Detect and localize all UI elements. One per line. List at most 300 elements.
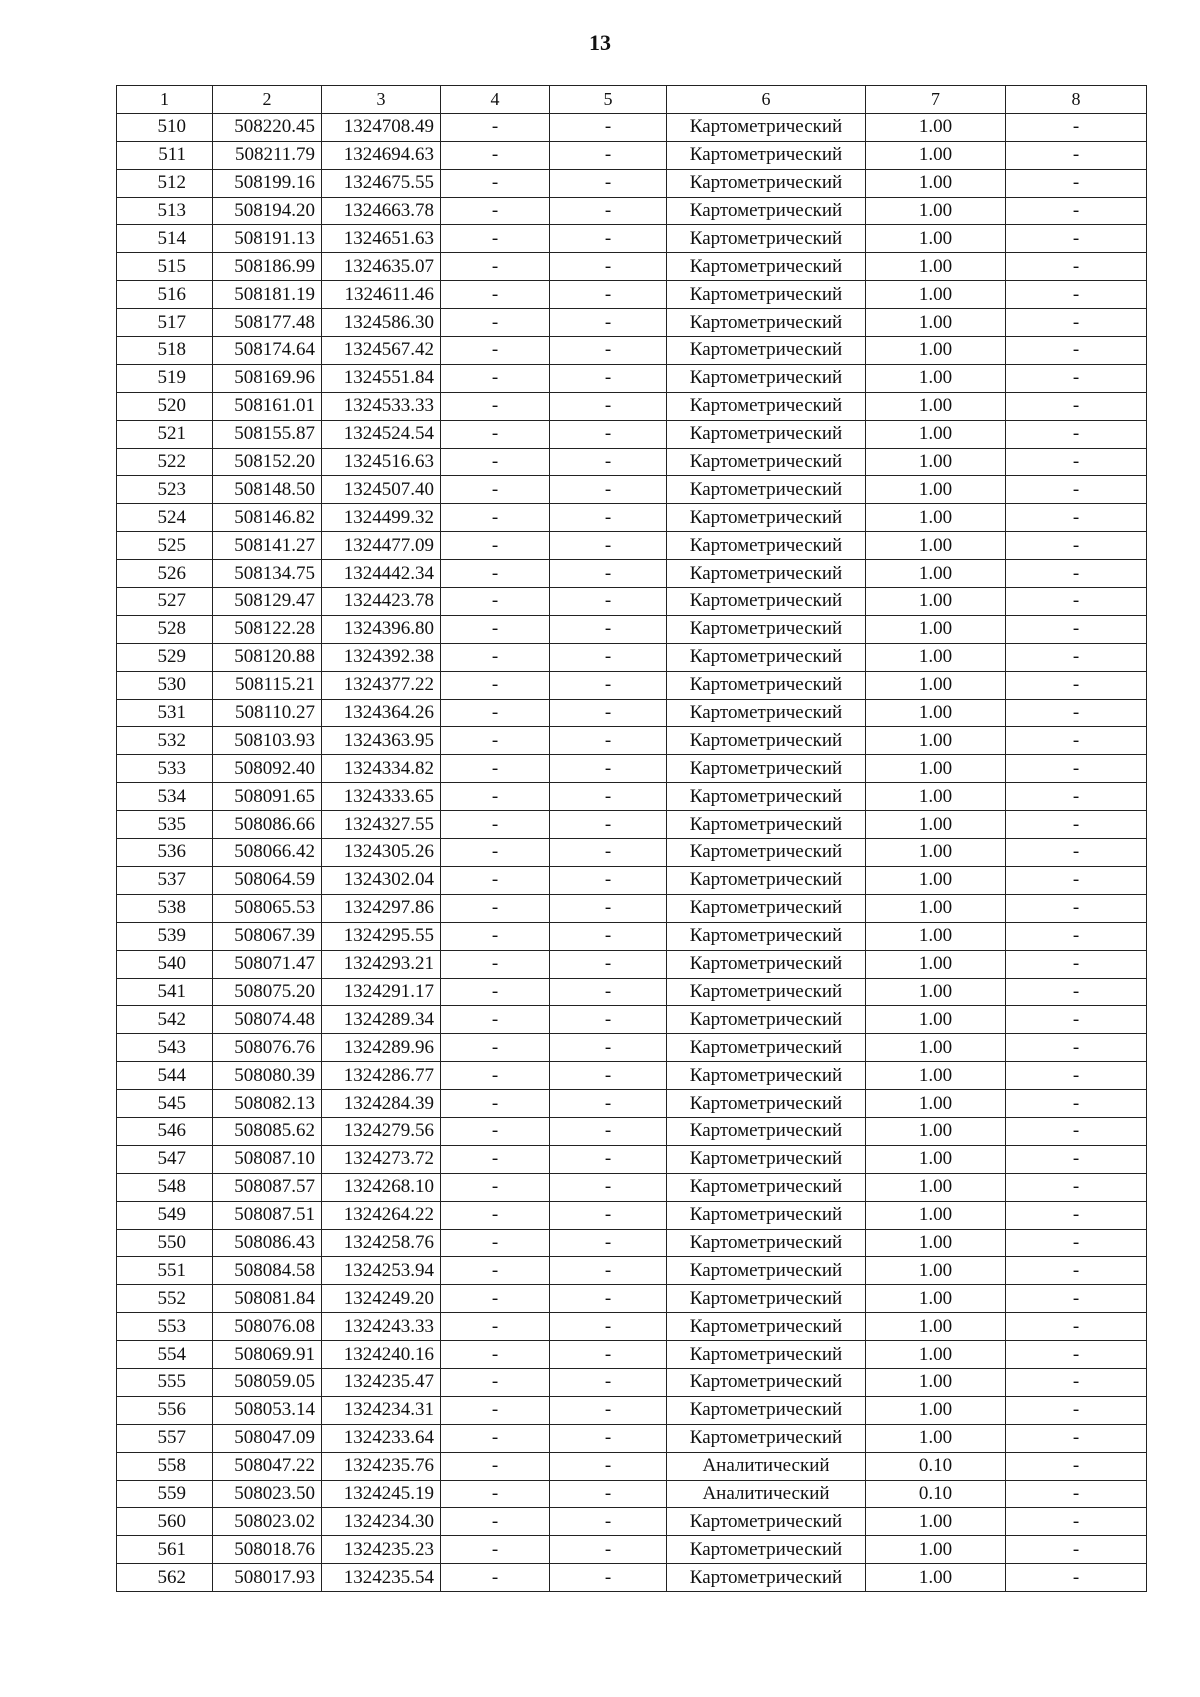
col5-cell: -: [550, 253, 667, 281]
col4-cell: -: [441, 699, 550, 727]
y-coordinate-cell: 1324507.40: [322, 476, 441, 504]
method-cell: Картометрический: [667, 1396, 866, 1424]
x-coordinate-cell: 508065.53: [213, 894, 322, 922]
col5-cell: -: [550, 866, 667, 894]
accuracy-cell: 1.00: [866, 448, 1006, 476]
x-coordinate-cell: 508069.91: [213, 1341, 322, 1369]
table-row: [117, 755, 1147, 783]
col4-cell: -: [441, 866, 550, 894]
point-number-cell: 561: [117, 1536, 213, 1564]
accuracy-cell: 1.00: [866, 1090, 1006, 1118]
x-coordinate-cell: 508211.79: [213, 141, 322, 169]
col5-cell: -: [550, 309, 667, 337]
col8-cell: -: [1006, 1117, 1147, 1145]
method-cell: Картометрический: [667, 1341, 866, 1369]
accuracy-cell: 1.00: [866, 364, 1006, 392]
col5-cell: -: [550, 560, 667, 588]
point-number-cell: 522: [117, 448, 213, 476]
y-coordinate-cell: 1324567.42: [322, 337, 441, 365]
x-coordinate-cell: 508087.57: [213, 1173, 322, 1201]
accuracy-cell: 1.00: [866, 1062, 1006, 1090]
x-coordinate-cell: 508092.40: [213, 755, 322, 783]
x-coordinate-cell: 508174.64: [213, 337, 322, 365]
accuracy-cell: 1.00: [866, 309, 1006, 337]
col8-cell: -: [1006, 532, 1147, 560]
col4-cell: -: [441, 448, 550, 476]
col4-cell: -: [441, 1201, 550, 1229]
y-coordinate-cell: 1324694.63: [322, 141, 441, 169]
accuracy-cell: 1.00: [866, 225, 1006, 253]
x-coordinate-cell: 508110.27: [213, 699, 322, 727]
y-coordinate-cell: 1324258.76: [322, 1229, 441, 1257]
x-coordinate-cell: 508134.75: [213, 560, 322, 588]
col8-cell: -: [1006, 699, 1147, 727]
x-coordinate-cell: 508120.88: [213, 643, 322, 671]
accuracy-cell: 1.00: [866, 337, 1006, 365]
table-row: [117, 420, 1147, 448]
y-coordinate-cell: 1324235.47: [322, 1368, 441, 1396]
method-cell: Картометрический: [667, 1229, 866, 1257]
point-number-cell: 543: [117, 1034, 213, 1062]
table-row: [117, 253, 1147, 281]
point-number-cell: 519: [117, 364, 213, 392]
table-row: [117, 392, 1147, 420]
method-cell: Картометрический: [667, 337, 866, 365]
table-row: [117, 1341, 1147, 1369]
x-coordinate-cell: 508076.08: [213, 1313, 322, 1341]
table-row: [117, 504, 1147, 532]
point-number-cell: 558: [117, 1452, 213, 1480]
table-row: [117, 1508, 1147, 1536]
col5-cell: -: [550, 978, 667, 1006]
x-coordinate-cell: 508047.22: [213, 1452, 322, 1480]
method-cell: Картометрический: [667, 1424, 866, 1452]
col8-cell: -: [1006, 281, 1147, 309]
col4-cell: -: [441, 532, 550, 560]
accuracy-cell: 1.00: [866, 699, 1006, 727]
col5-cell: -: [550, 476, 667, 504]
method-cell: Картометрический: [667, 699, 866, 727]
accuracy-cell: 1.00: [866, 1285, 1006, 1313]
y-coordinate-cell: 1324305.26: [322, 839, 441, 867]
point-number-cell: 544: [117, 1062, 213, 1090]
col5-cell: -: [550, 699, 667, 727]
x-coordinate-cell: 508152.20: [213, 448, 322, 476]
accuracy-cell: 1.00: [866, 1424, 1006, 1452]
col5-cell: -: [550, 727, 667, 755]
col5-cell: -: [550, 643, 667, 671]
col5-cell: -: [550, 1564, 667, 1592]
method-cell: Картометрический: [667, 141, 866, 169]
accuracy-cell: 1.00: [866, 560, 1006, 588]
accuracy-cell: 1.00: [866, 141, 1006, 169]
method-cell: Картометрический: [667, 643, 866, 671]
col5-cell: -: [550, 1257, 667, 1285]
col4-cell: -: [441, 1564, 550, 1592]
table-row: [117, 894, 1147, 922]
col5-cell: -: [550, 1201, 667, 1229]
col8-cell: -: [1006, 197, 1147, 225]
table-row: [117, 364, 1147, 392]
method-cell: Картометрический: [667, 588, 866, 616]
col8-cell: -: [1006, 1368, 1147, 1396]
point-number-cell: 529: [117, 643, 213, 671]
col8-cell: -: [1006, 615, 1147, 643]
y-coordinate-cell: 1324651.63: [322, 225, 441, 253]
col8-cell: -: [1006, 1424, 1147, 1452]
col8-cell: -: [1006, 364, 1147, 392]
method-cell: Картометрический: [667, 615, 866, 643]
point-number-cell: 547: [117, 1145, 213, 1173]
col8-cell: -: [1006, 1006, 1147, 1034]
col4-cell: -: [441, 309, 550, 337]
point-number-cell: 557: [117, 1424, 213, 1452]
point-number-cell: 525: [117, 532, 213, 560]
method-cell: Картометрический: [667, 1117, 866, 1145]
method-cell: Картометрический: [667, 1368, 866, 1396]
col5-cell: -: [550, 1062, 667, 1090]
col8-cell: -: [1006, 894, 1147, 922]
y-coordinate-cell: 1324268.10: [322, 1173, 441, 1201]
point-number-cell: 556: [117, 1396, 213, 1424]
method-cell: Картометрический: [667, 727, 866, 755]
method-cell: Картометрический: [667, 532, 866, 560]
col5-cell: -: [550, 588, 667, 616]
y-coordinate-cell: 1324334.82: [322, 755, 441, 783]
col4-cell: -: [441, 1424, 550, 1452]
col4-cell: -: [441, 392, 550, 420]
col4-cell: -: [441, 1090, 550, 1118]
point-number-cell: 512: [117, 169, 213, 197]
accuracy-cell: 1.00: [866, 504, 1006, 532]
accuracy-cell: 1.00: [866, 922, 1006, 950]
y-coordinate-cell: 1324289.96: [322, 1034, 441, 1062]
point-number-cell: 540: [117, 950, 213, 978]
point-number-cell: 562: [117, 1564, 213, 1592]
accuracy-cell: 1.00: [866, 532, 1006, 560]
table-row: [117, 588, 1147, 616]
table-row: [117, 141, 1147, 169]
y-coordinate-cell: 1324279.56: [322, 1117, 441, 1145]
col5-cell: -: [550, 1341, 667, 1369]
table-row: [117, 532, 1147, 560]
method-cell: Картометрический: [667, 1536, 866, 1564]
col8-cell: -: [1006, 113, 1147, 141]
col4-cell: -: [441, 950, 550, 978]
col8-cell: -: [1006, 839, 1147, 867]
x-coordinate-cell: 508074.48: [213, 1006, 322, 1034]
x-coordinate-cell: 508199.16: [213, 169, 322, 197]
col8-cell: -: [1006, 225, 1147, 253]
col5-cell: -: [550, 1480, 667, 1508]
col8-cell: -: [1006, 950, 1147, 978]
table-row: [117, 727, 1147, 755]
y-coordinate-cell: 1324663.78: [322, 197, 441, 225]
y-coordinate-cell: 1324377.22: [322, 671, 441, 699]
point-number-cell: 533: [117, 755, 213, 783]
column-header: 6: [667, 86, 866, 114]
col8-cell: -: [1006, 643, 1147, 671]
col4-cell: -: [441, 1341, 550, 1369]
col8-cell: -: [1006, 392, 1147, 420]
col4-cell: -: [441, 1145, 550, 1173]
col5-cell: -: [550, 1117, 667, 1145]
y-coordinate-cell: 1324295.55: [322, 922, 441, 950]
point-number-cell: 531: [117, 699, 213, 727]
y-coordinate-cell: 1324245.19: [322, 1480, 441, 1508]
table-row: [117, 839, 1147, 867]
accuracy-cell: 1.00: [866, 476, 1006, 504]
x-coordinate-cell: 508053.14: [213, 1396, 322, 1424]
col5-cell: -: [550, 811, 667, 839]
col4-cell: -: [441, 1368, 550, 1396]
table-row: [117, 1480, 1147, 1508]
accuracy-cell: 1.00: [866, 1313, 1006, 1341]
col8-cell: -: [1006, 1034, 1147, 1062]
point-number-cell: 534: [117, 783, 213, 811]
col5-cell: -: [550, 448, 667, 476]
col8-cell: -: [1006, 560, 1147, 588]
point-number-cell: 511: [117, 141, 213, 169]
point-number-cell: 513: [117, 197, 213, 225]
col5-cell: -: [550, 532, 667, 560]
point-number-cell: 548: [117, 1173, 213, 1201]
accuracy-cell: 1.00: [866, 1564, 1006, 1592]
col4-cell: -: [441, 643, 550, 671]
table-row: [117, 615, 1147, 643]
x-coordinate-cell: 508161.01: [213, 392, 322, 420]
table-row: [117, 197, 1147, 225]
x-coordinate-cell: 508047.09: [213, 1424, 322, 1452]
x-coordinate-cell: 508084.58: [213, 1257, 322, 1285]
point-number-cell: 532: [117, 727, 213, 755]
x-coordinate-cell: 508082.13: [213, 1090, 322, 1118]
x-coordinate-cell: 508148.50: [213, 476, 322, 504]
col8-cell: -: [1006, 448, 1147, 476]
point-number-cell: 524: [117, 504, 213, 532]
method-cell: Картометрический: [667, 1034, 866, 1062]
col4-cell: -: [441, 225, 550, 253]
col5-cell: -: [550, 615, 667, 643]
x-coordinate-cell: 508085.62: [213, 1117, 322, 1145]
point-number-cell: 523: [117, 476, 213, 504]
col8-cell: -: [1006, 420, 1147, 448]
col5-cell: -: [550, 1536, 667, 1564]
col5-cell: -: [550, 364, 667, 392]
col5-cell: -: [550, 1285, 667, 1313]
y-coordinate-cell: 1324289.34: [322, 1006, 441, 1034]
col4-cell: -: [441, 1034, 550, 1062]
x-coordinate-cell: 508181.19: [213, 281, 322, 309]
table-row: [117, 1368, 1147, 1396]
accuracy-cell: 1.00: [866, 1201, 1006, 1229]
col8-cell: -: [1006, 588, 1147, 616]
table-row: [117, 783, 1147, 811]
col5-cell: -: [550, 1006, 667, 1034]
col8-cell: -: [1006, 811, 1147, 839]
col8-cell: -: [1006, 1341, 1147, 1369]
col4-cell: -: [441, 1536, 550, 1564]
col8-cell: -: [1006, 476, 1147, 504]
table-row: [117, 1536, 1147, 1564]
col5-cell: -: [550, 894, 667, 922]
table-row: [117, 225, 1147, 253]
y-coordinate-cell: 1324442.34: [322, 560, 441, 588]
col4-cell: -: [441, 1396, 550, 1424]
column-header: 1: [117, 86, 213, 114]
accuracy-cell: 1.00: [866, 755, 1006, 783]
y-coordinate-cell: 1324363.95: [322, 727, 441, 755]
column-header: 3: [322, 86, 441, 114]
col5-cell: -: [550, 1090, 667, 1118]
table-row: [117, 1117, 1147, 1145]
col4-cell: -: [441, 615, 550, 643]
x-coordinate-cell: 508103.93: [213, 727, 322, 755]
method-cell: Картометрический: [667, 1006, 866, 1034]
x-coordinate-cell: 508087.51: [213, 1201, 322, 1229]
col8-cell: -: [1006, 1145, 1147, 1173]
col4-cell: -: [441, 1229, 550, 1257]
col5-cell: -: [550, 1452, 667, 1480]
y-coordinate-cell: 1324273.72: [322, 1145, 441, 1173]
x-coordinate-cell: 508091.65: [213, 783, 322, 811]
x-coordinate-cell: 508066.42: [213, 839, 322, 867]
accuracy-cell: 1.00: [866, 783, 1006, 811]
col4-cell: -: [441, 476, 550, 504]
x-coordinate-cell: 508018.76: [213, 1536, 322, 1564]
table-row: [117, 1062, 1147, 1090]
col4-cell: -: [441, 281, 550, 309]
accuracy-cell: 1.00: [866, 1257, 1006, 1285]
table-row: [117, 1201, 1147, 1229]
point-number-cell: 560: [117, 1508, 213, 1536]
x-coordinate-cell: 508155.87: [213, 420, 322, 448]
y-coordinate-cell: 1324234.30: [322, 1508, 441, 1536]
accuracy-cell: 1.00: [866, 1368, 1006, 1396]
y-coordinate-cell: 1324675.55: [322, 169, 441, 197]
y-coordinate-cell: 1324264.22: [322, 1201, 441, 1229]
col4-cell: -: [441, 922, 550, 950]
page-number: 13: [589, 30, 611, 55]
point-number-cell: 550: [117, 1229, 213, 1257]
col5-cell: -: [550, 950, 667, 978]
table-row: [117, 1173, 1147, 1201]
col5-cell: -: [550, 1034, 667, 1062]
table-row: [117, 866, 1147, 894]
col8-cell: -: [1006, 169, 1147, 197]
table-row: [117, 476, 1147, 504]
y-coordinate-cell: 1324240.16: [322, 1341, 441, 1369]
table-row: [117, 1257, 1147, 1285]
method-cell: Картометрический: [667, 755, 866, 783]
col5-cell: -: [550, 169, 667, 197]
col8-cell: -: [1006, 1285, 1147, 1313]
col4-cell: -: [441, 560, 550, 588]
accuracy-cell: 1.00: [866, 811, 1006, 839]
table-row: [117, 1229, 1147, 1257]
col4-cell: -: [441, 337, 550, 365]
accuracy-cell: 1.00: [866, 253, 1006, 281]
x-coordinate-cell: 508086.43: [213, 1229, 322, 1257]
point-number-cell: 545: [117, 1090, 213, 1118]
y-coordinate-cell: 1324551.84: [322, 364, 441, 392]
col8-cell: -: [1006, 866, 1147, 894]
col8-cell: -: [1006, 253, 1147, 281]
accuracy-cell: 1.00: [866, 281, 1006, 309]
column-header: 7: [866, 86, 1006, 114]
col8-cell: -: [1006, 671, 1147, 699]
col5-cell: -: [550, 1229, 667, 1257]
col4-cell: -: [441, 1452, 550, 1480]
method-cell: Картометрический: [667, 392, 866, 420]
point-number-cell: 518: [117, 337, 213, 365]
accuracy-cell: 1.00: [866, 643, 1006, 671]
y-coordinate-cell: 1324396.80: [322, 615, 441, 643]
point-number-cell: 515: [117, 253, 213, 281]
col5-cell: -: [550, 113, 667, 141]
method-cell: Картометрический: [667, 197, 866, 225]
column-header: 5: [550, 86, 667, 114]
point-number-cell: 514: [117, 225, 213, 253]
accuracy-cell: 1.00: [866, 1173, 1006, 1201]
accuracy-cell: 1.00: [866, 169, 1006, 197]
col4-cell: -: [441, 1508, 550, 1536]
x-coordinate-cell: 508186.99: [213, 253, 322, 281]
accuracy-cell: 1.00: [866, 894, 1006, 922]
y-coordinate-cell: 1324708.49: [322, 113, 441, 141]
x-coordinate-cell: 508087.10: [213, 1145, 322, 1173]
x-coordinate-cell: 508191.13: [213, 225, 322, 253]
point-number-cell: 516: [117, 281, 213, 309]
accuracy-cell: 1.00: [866, 950, 1006, 978]
table-row: [117, 978, 1147, 1006]
y-coordinate-cell: 1324499.32: [322, 504, 441, 532]
x-coordinate-cell: 508129.47: [213, 588, 322, 616]
y-coordinate-cell: 1324233.64: [322, 1424, 441, 1452]
table-row: [117, 169, 1147, 197]
col8-cell: -: [1006, 1201, 1147, 1229]
accuracy-cell: 1.00: [866, 839, 1006, 867]
accuracy-cell: 1.00: [866, 1034, 1006, 1062]
point-number-cell: 521: [117, 420, 213, 448]
col8-cell: -: [1006, 727, 1147, 755]
point-number-cell: 559: [117, 1480, 213, 1508]
accuracy-cell: 1.00: [866, 197, 1006, 225]
col5-cell: -: [550, 1508, 667, 1536]
coordinates-table: [116, 85, 1147, 1592]
accuracy-cell: 1.00: [866, 1145, 1006, 1173]
x-coordinate-cell: 508067.39: [213, 922, 322, 950]
col5-cell: -: [550, 337, 667, 365]
col4-cell: -: [441, 253, 550, 281]
col4-cell: -: [441, 504, 550, 532]
col4-cell: -: [441, 364, 550, 392]
col5-cell: -: [550, 420, 667, 448]
accuracy-cell: 1.00: [866, 1396, 1006, 1424]
col5-cell: -: [550, 839, 667, 867]
method-cell: Картометрический: [667, 169, 866, 197]
table-row: [117, 699, 1147, 727]
col8-cell: -: [1006, 1257, 1147, 1285]
col4-cell: -: [441, 727, 550, 755]
col4-cell: -: [441, 169, 550, 197]
table-row: [117, 113, 1147, 141]
table-row: [117, 1034, 1147, 1062]
col8-cell: -: [1006, 1229, 1147, 1257]
col8-cell: -: [1006, 1508, 1147, 1536]
table-row: [117, 1424, 1147, 1452]
y-coordinate-cell: 1324235.54: [322, 1564, 441, 1592]
